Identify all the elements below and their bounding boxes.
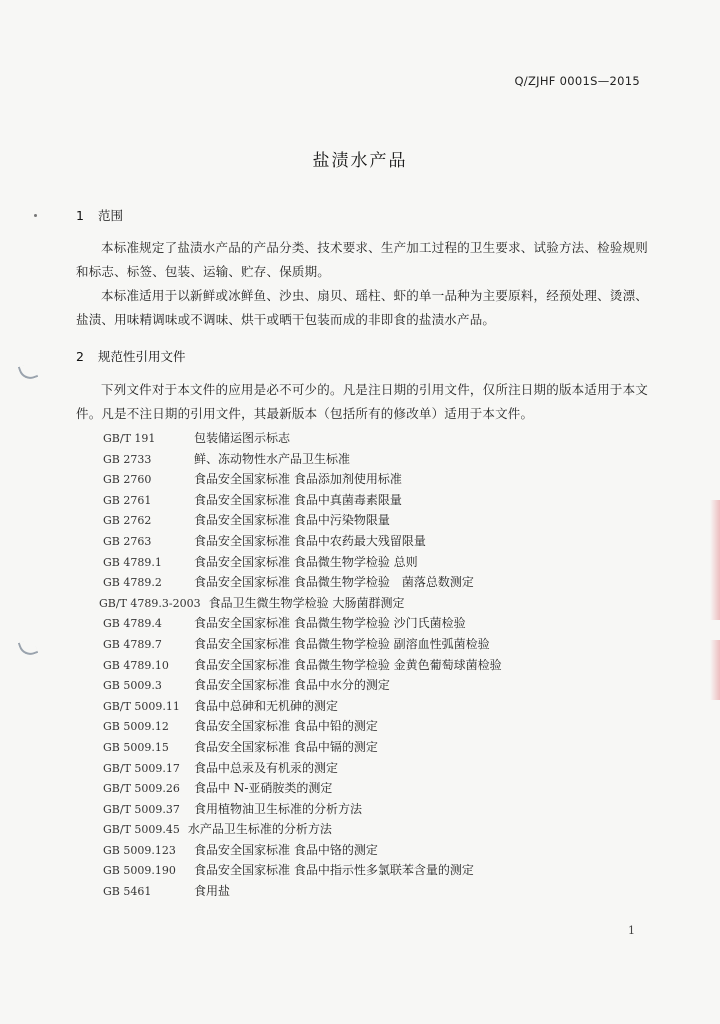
reference-item bbox=[103, 799, 623, 820]
reference-name: 食品安全国家标准 食品中镉的测定 bbox=[194, 739, 378, 754]
reference-name: 食品中 N-亚硝胺类的测定 bbox=[194, 781, 333, 796]
reference-code: GB/T 191 bbox=[103, 432, 156, 445]
reference-name: 食品安全国家标准 食品中铬的测定 bbox=[194, 842, 378, 857]
reference-item bbox=[103, 531, 623, 552]
reference-item bbox=[103, 696, 623, 717]
reference-name: 食品安全国家标准 食品中指示性多氯联苯含量的测定 bbox=[194, 863, 474, 878]
section-1-paragraph-2: 本标准适用于以新鲜或冰鲜鱼、沙虫、扇贝、瑶柱、虾的单一品种为主要原料，经预处理、烫漂、盐渍、用味精调味或不调味、烘干或晒干包装而成的非即食的盐渍水产品。 bbox=[76, 288, 648, 327]
section-1-number: 1 bbox=[76, 208, 84, 223]
section-2-title: 规范性引用文件 bbox=[98, 349, 186, 364]
page-number: 1 bbox=[628, 924, 635, 937]
reference-item bbox=[103, 428, 623, 449]
reference-item bbox=[103, 860, 623, 881]
reference-name: 食品安全国家标准 食品微生物学检验 菌落总数测定 bbox=[194, 575, 474, 590]
reference-name: 鲜、冻动物性水产品卫生标准 bbox=[194, 451, 351, 466]
reference-code: GB 5461 bbox=[103, 885, 152, 899]
reference-name: 食品卫生微生物学检验 大肠菌群测定 bbox=[208, 595, 405, 610]
reference-name: 食品安全国家标准 食品中污染物限量 bbox=[194, 513, 390, 528]
reference-item bbox=[103, 778, 623, 799]
reference-name: 包装储运图示标志 bbox=[194, 431, 291, 445]
reference-code: GB 5009.12 bbox=[103, 720, 169, 734]
reference-item bbox=[103, 655, 623, 676]
section-2-intro: 下列文件对于本文件的应用是必不可少的。凡是注日期的引用文件，仅所注日期的版本适用于本文件。凡是不注日期的引用文件，其最新版本（包括所有的修改单）适用于本文件。 bbox=[76, 382, 648, 421]
document-code: Q/ZJHF 0001S—2015 bbox=[514, 74, 640, 88]
reference-item bbox=[103, 469, 623, 490]
section-1-heading bbox=[76, 206, 123, 224]
reference-code: GB/T 4789.3-2003 bbox=[99, 596, 201, 610]
scan-speck bbox=[34, 214, 37, 217]
reference-code: GB 4789.7 bbox=[103, 637, 162, 651]
reference-code: GB 2733 bbox=[103, 452, 152, 466]
reference-code: GB 2760 bbox=[103, 473, 152, 487]
reference-item bbox=[103, 758, 623, 779]
reference-code: GB/T 5009.11 bbox=[103, 699, 180, 713]
reference-item bbox=[103, 613, 623, 634]
reference-code: GB/T 5009.37 bbox=[103, 802, 180, 816]
reference-name: 食品安全国家标准 食品微生物学检验 总则 bbox=[194, 554, 418, 569]
reference-name: 食品安全国家标准 食品微生物学检验 金黄色葡萄球菌检验 bbox=[194, 657, 502, 672]
reference-item bbox=[103, 716, 623, 737]
punch-hole-mark bbox=[18, 362, 39, 383]
reference-name: 食用盐 bbox=[194, 884, 231, 899]
section-1-paragraph-1: 本标准规定了盐渍水产品的产品分类、技术要求、生产加工过程的卫生要求、试验方法、检验规则和标志、标签、包装、运输、贮存、保质期。 bbox=[76, 240, 648, 279]
reference-name: 水产品卫生标准的分析方法 bbox=[187, 822, 332, 837]
stamp-edge-mark bbox=[710, 640, 720, 700]
reference-item bbox=[103, 840, 623, 861]
reference-code: GB 5009.15 bbox=[103, 740, 169, 754]
reference-item bbox=[103, 819, 623, 840]
reference-name: 食品安全国家标准 食品中水分的测定 bbox=[194, 678, 390, 693]
stamp-edge-mark bbox=[710, 500, 720, 620]
reference-code: GB/T 5009.45 bbox=[103, 823, 180, 837]
reference-item bbox=[103, 881, 623, 902]
reference-name: 食品安全国家标准 食品微生物学检验 沙门氏菌检验 bbox=[194, 616, 466, 631]
reference-item bbox=[99, 593, 623, 614]
reference-code: GB/T 5009.17 bbox=[103, 761, 180, 775]
reference-code: GB 4789.2 bbox=[103, 576, 162, 590]
reference-name: 食品安全国家标准 食品微生物学检验 副溶血性弧菌检验 bbox=[194, 636, 490, 651]
section-1-title: 范围 bbox=[98, 208, 124, 223]
reference-code: GB 4789.10 bbox=[103, 658, 169, 672]
reference-list bbox=[99, 428, 623, 902]
document-title: 盐渍水产品 bbox=[312, 151, 408, 171]
reference-name: 食品安全国家标准 食品中铅的测定 bbox=[194, 719, 378, 734]
section-2-heading bbox=[76, 347, 186, 365]
reference-code: GB 4789.4 bbox=[103, 617, 162, 631]
reference-name: 食品安全国家标准 食品添加剂使用标准 bbox=[194, 472, 402, 487]
reference-name: 食用植物油卫生标准的分析方法 bbox=[194, 801, 363, 816]
reference-item bbox=[103, 675, 623, 696]
reference-item bbox=[103, 737, 623, 758]
reference-name: 食品安全国家标准 食品中农药最大残留限量 bbox=[194, 533, 426, 548]
reference-code: GB 5009.190 bbox=[103, 864, 176, 878]
reference-item bbox=[103, 552, 623, 573]
reference-code: GB 2763 bbox=[103, 534, 152, 548]
reference-item bbox=[103, 572, 623, 593]
reference-name: 食品中总汞及有机汞的测定 bbox=[194, 760, 339, 775]
reference-item bbox=[103, 510, 623, 531]
reference-name: 食品安全国家标准 食品中真菌毒素限量 bbox=[194, 492, 402, 507]
reference-code: GB 4789.1 bbox=[103, 555, 162, 569]
reference-code: GB 2761 bbox=[103, 493, 152, 507]
reference-item bbox=[103, 634, 623, 655]
reference-name: 食品中总砷和无机砷的测定 bbox=[194, 698, 339, 713]
reference-item bbox=[103, 490, 623, 511]
reference-item bbox=[103, 449, 623, 470]
reference-code: GB/T 5009.26 bbox=[103, 782, 180, 796]
section-2-number: 2 bbox=[76, 349, 84, 364]
reference-code: GB 2762 bbox=[103, 514, 152, 528]
punch-hole-mark bbox=[18, 638, 39, 659]
reference-code: GB 5009.123 bbox=[103, 843, 176, 857]
reference-code: GB 5009.3 bbox=[103, 679, 162, 693]
